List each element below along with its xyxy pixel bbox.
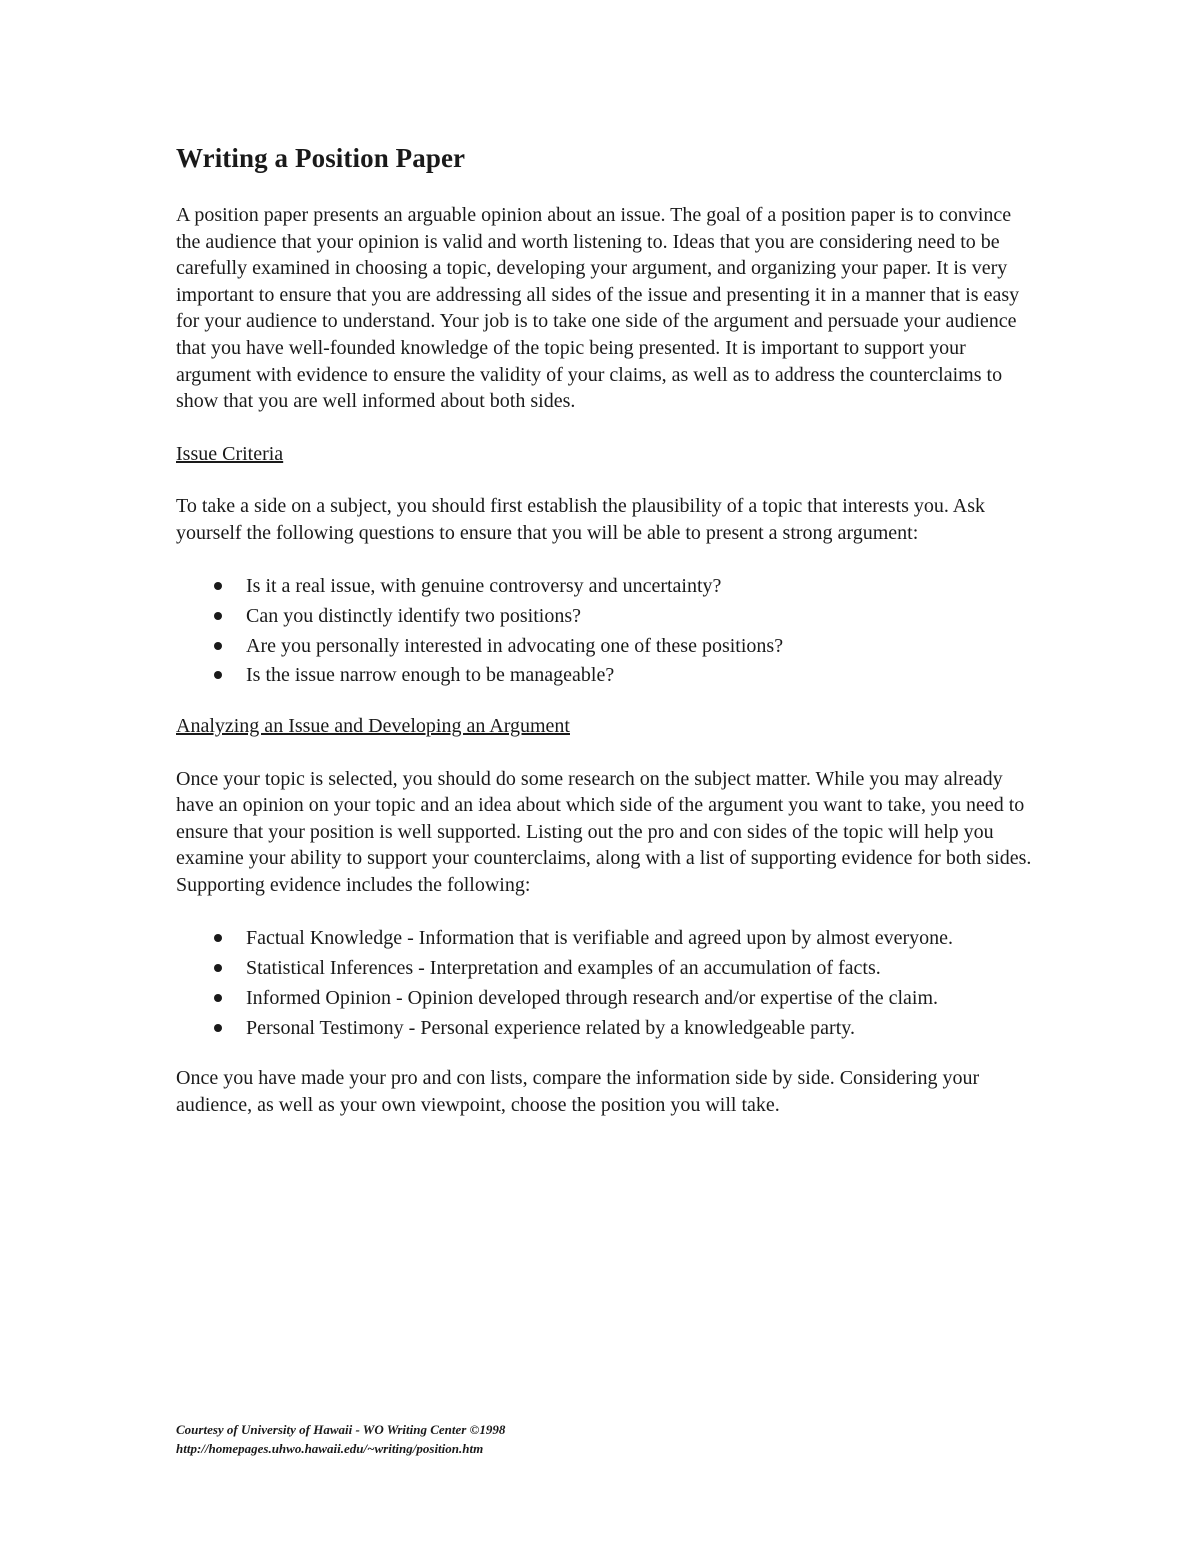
section-heading-issue-criteria: Issue Criteria [176, 442, 284, 465]
evidence-list [176, 925, 1036, 1042]
list-item [246, 573, 1036, 600]
bullet-icon [214, 964, 222, 972]
issue-criteria-list [176, 573, 1036, 690]
page-footer [176, 1420, 505, 1458]
bullet-icon [214, 1024, 222, 1032]
list-item [246, 603, 1036, 630]
list-item-text: Is the issue narrow enough to be manageable? [246, 664, 615, 687]
list-item [246, 985, 1036, 1012]
section-heading-analyzing: Analyzing an Issue and Developing an Argument [176, 715, 570, 738]
bullet-icon [214, 582, 222, 590]
list-item-text: Are you personally interested in advocating one of these positions? [246, 634, 784, 657]
list-item-text: Informed Opinion - Opinion developed through research and/or expertise of the claim. [246, 986, 939, 1009]
document-body [176, 140, 1036, 1144]
issue-criteria-paragraph: To take a side on a subject, you should first establish the plausibility of a topic that interests you. Ask yourself the following questions to ensure that you will be able to present a strong argument: [176, 495, 986, 544]
page-title: Writing a Position Paper [176, 143, 466, 173]
list-item [246, 633, 1036, 660]
list-item-text: Can you distinctly identify two positions? [246, 604, 581, 627]
bullet-icon [214, 671, 222, 679]
closing-paragraph: Once you have made your pro and con lists, compare the information side by side. Considering your audience, as well as your own viewpoint, choose the position you will take. [176, 1067, 980, 1116]
list-item-text: Factual Knowledge - Information that is verifiable and agreed upon by almost everyone. [246, 926, 953, 949]
list-item [246, 925, 1036, 952]
footer-credit: Courtesy of University of Hawaii - WO Writing Center ©1998 [176, 1422, 506, 1437]
list-item [246, 662, 1036, 689]
bullet-icon [214, 642, 222, 650]
bullet-icon [214, 934, 222, 942]
footer-url: http://homepages.uhwo.hawaii.edu/~writing/position.htm [176, 1441, 484, 1456]
list-item-text: Statistical Inferences - Interpretation and examples of an accumulation of facts. [246, 956, 881, 979]
analyzing-paragraph: Once your topic is selected, you should do some research on the subject matter. While you may already have an opinion on your topic and an idea about which side of the argument you want to take, you need to ensure that your position is well supported. Listing out the pro and con sides of the topic will help you examine your ability to support your counterclaims, along with a list of supporting evidence for both sides. Supporting evidence includes the following: [176, 767, 1032, 897]
bullet-icon [214, 994, 222, 1002]
intro-paragraph: A position paper presents an arguable opinion about an issue. The goal of a position paper is to convince the audience that your opinion is valid and worth listening to. Ideas that you are considering need to be carefully examined in choosing a topic, developing your argument, and organizing your paper. It is very important to ensure that you are addressing all sides of the issue and presenting it in a manner that is easy for your audience to understand. Your job is to take one side of the argument and persuade your audience that you have well-founded knowledge of the topic being presented. It is important to support your argument with evidence to ensure the validity of your claims, as well as to address the counterclaims to show that you are well informed about both sides. [176, 204, 1020, 413]
list-item-text: Personal Testimony - Personal experience related by a knowledgeable party. [246, 1016, 855, 1039]
list-item [246, 955, 1036, 982]
bullet-icon [214, 612, 222, 620]
list-item-text: Is it a real issue, with genuine controversy and uncertainty? [246, 574, 722, 597]
list-item [246, 1015, 1036, 1042]
